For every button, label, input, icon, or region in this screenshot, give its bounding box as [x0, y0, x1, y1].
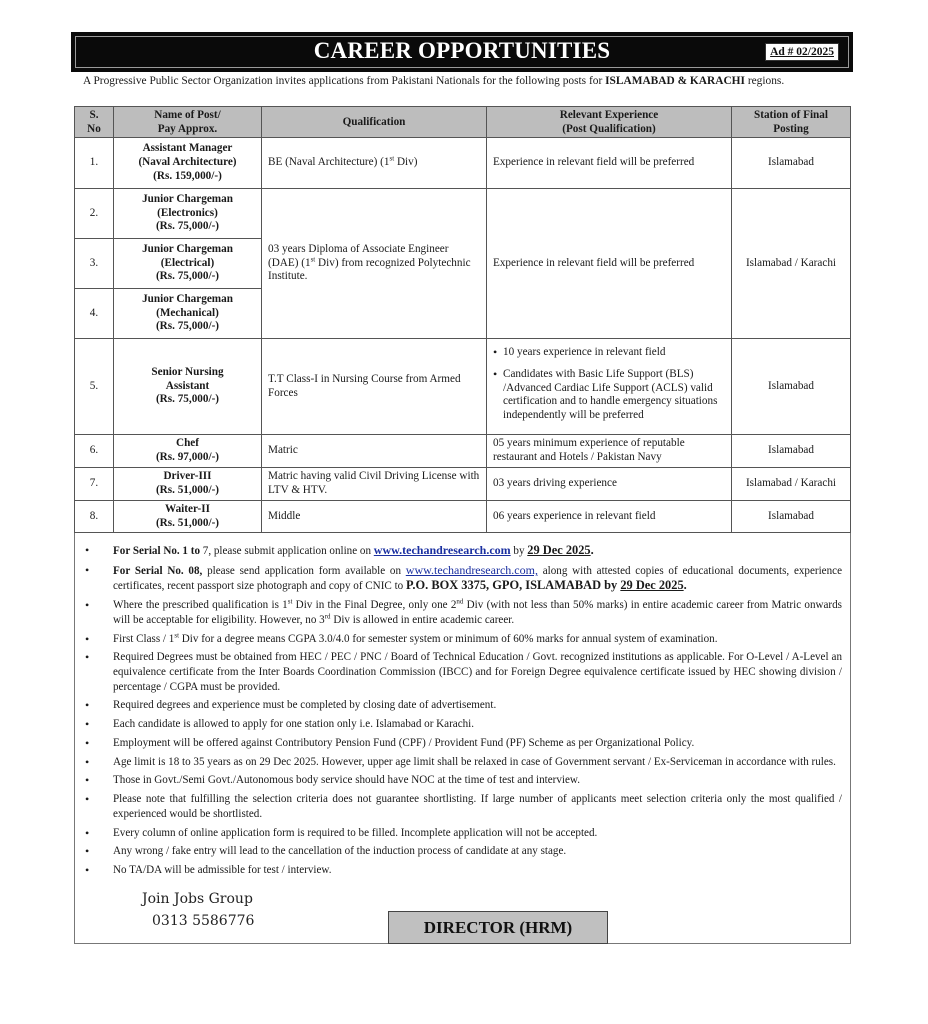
- instruction-item: • Please note that fulfilling the selection criteria does not guarantee shortlisting. If large number of applicants meet selection criteria only the most qualified / experienced would be shortlisted.: [75, 792, 850, 821]
- experience-item: • Candidates with Basic Life Support (BLS) /Advanced Cardiac Life Support (ACLS) valid certification and to handle emergency situations independently will be preferred: [503, 368, 725, 423]
- col-header-post: Name of Post/ Pay Approx.: [114, 107, 262, 138]
- page-title: CAREER OPPORTUNITIES: [313, 38, 611, 63]
- experience-list: [493, 346, 725, 423]
- cell-sno: 8.: [75, 501, 114, 533]
- cell-sno: 5.: [75, 339, 114, 435]
- instruction-item: • For Serial No. 1 to 7, please submit application online on www.techandresearch.com by 29 Dec 2025.: [75, 543, 850, 559]
- instruction-item: • Where the prescribed qualification is 1st Div in the Final Degree, only one 2nd Div (with not less than 50% marks) in entire academic career from Matric onwards will be acceptable for eligibility. However, no 3rd Div is allowed in entire academic career.: [75, 598, 850, 627]
- cell-experience: Experience in relevant field will be preferred: [487, 138, 732, 189]
- table-row: [75, 189, 851, 239]
- join-group-label: Join Jobs Group: [142, 891, 253, 907]
- cell-station: Islamabad: [732, 339, 851, 435]
- col-header-sno: S. No: [75, 107, 114, 138]
- instruction-item: • For Serial No. 08, please send application form available on www.techandresearch.com, along with attested copies of educational documents, experience certificates, recent passport size photograph and copy of CNIC to P.O. BOX 3375, GPO, ISLAMABAD by 29 Dec 2025.: [75, 563, 850, 594]
- cell-sno: 4.: [75, 289, 114, 339]
- col-header-qualification: Qualification: [262, 107, 487, 138]
- cell-experience: Experience in relevant field will be preferred: [487, 189, 732, 339]
- cell-post: Driver-III (Rs. 51,000/-): [114, 468, 262, 501]
- join-group-watermark: [142, 888, 254, 932]
- instructions-list: [75, 543, 850, 882]
- cell-qualification: 03 years Diploma of Associate Engineer (DAE) (1st Div) from recognized Polytechnic Institute.: [262, 189, 487, 339]
- intro-text-end: regions.: [744, 75, 785, 87]
- intro-text: A Progressive Public Sector Organization invites applications from Pakistani Nationals for the following posts for: [83, 75, 606, 87]
- cell-sno: 2.: [75, 189, 114, 239]
- experience-item: • 10 years experience in relevant field: [503, 346, 725, 360]
- cell-qualification: T.T Class-I in Nursing Course from Armed Forces: [262, 339, 487, 435]
- instruction-item: • Each candidate is allowed to apply for one station only i.e. Islamabad or Karachi.: [75, 717, 850, 732]
- intro-paragraph: [83, 74, 843, 89]
- cell-station: Islamabad / Karachi: [732, 189, 851, 339]
- closing-date: 29 Dec 2025: [620, 578, 684, 593]
- table-row: [75, 501, 851, 533]
- cell-station: Islamabad: [732, 138, 851, 189]
- instruction-item: • Those in Govt./Semi Govt./Autonomous body service should have NOC at the time of test and interview.: [75, 773, 850, 788]
- application-form-link[interactable]: www.techandresearch.com,: [405, 562, 538, 577]
- cell-qualification: Matric having valid Civil Driving License with LTV & HTV.: [262, 468, 487, 501]
- cell-post: Senior Nursing Assistant (Rs. 75,000/-): [114, 339, 262, 435]
- instructions-box: [74, 533, 851, 944]
- cell-sno: 3.: [75, 239, 114, 289]
- cell-experience: 03 years driving experience: [487, 468, 732, 501]
- instruction-item: • First Class / 1st Div for a degree means CGPA 3.0/4.0 for semester system or minimum of 60% marks for annual system of examination.: [75, 632, 850, 647]
- cell-post: Junior Chargeman (Mechanical) (Rs. 75,000/-): [114, 289, 262, 339]
- instruction-item: • Every column of online application form is required to be filled. Incomplete application will not be accepted.: [75, 826, 850, 841]
- cell-post: Junior Chargeman (Electronics) (Rs. 75,000/-): [114, 189, 262, 239]
- cell-experience: [487, 339, 732, 435]
- col-header-station: Station of Final Posting: [732, 107, 851, 138]
- cell-station: Islamabad: [732, 501, 851, 533]
- cell-post: Junior Chargeman (Electrical) (Rs. 75,000/-): [114, 239, 262, 289]
- cell-experience: 05 years minimum experience of reputable restaurant and Hotels / Pakistan Navy: [487, 435, 732, 468]
- cell-qualification: BE (Naval Architecture) (1st Div): [262, 138, 487, 189]
- cell-post: Chef (Rs. 97,000/-): [114, 435, 262, 468]
- cell-sno: 6.: [75, 435, 114, 468]
- closing-date: 29 Dec 2025: [527, 543, 591, 557]
- signatory-box: DIRECTOR (HRM): [388, 911, 608, 944]
- postal-address: P.O. BOX 3375, GPO, ISLAMABAD: [405, 578, 602, 593]
- jobs-table: [74, 106, 851, 533]
- ad-number-badge: Ad # 02/2025: [765, 43, 839, 61]
- cell-post: Waiter-II (Rs. 51,000/-): [114, 501, 262, 533]
- cell-sno: 7.: [75, 468, 114, 501]
- table-row: [75, 138, 851, 189]
- cell-station: Islamabad: [732, 435, 851, 468]
- join-group-phone: 0313 5586776: [152, 913, 255, 929]
- apply-online-link[interactable]: www.techandresearch.com: [373, 543, 511, 557]
- table-row: [75, 339, 851, 435]
- table-row: [75, 468, 851, 501]
- cell-qualification: Matric: [262, 435, 487, 468]
- cell-post: Assistant Manager (Naval Architecture) (Rs. 159,000/-): [114, 138, 262, 189]
- cell-station: Islamabad / Karachi: [732, 468, 851, 501]
- instruction-item: • Age limit is 18 to 35 years as on 29 Dec 2025. However, upper age limit shall be relaxed in case of Government servant / Ex-Serviceman in accordance with rules.: [75, 755, 850, 770]
- cell-experience: 06 years experience in relevant field: [487, 501, 732, 533]
- header-banner: [71, 32, 853, 72]
- instruction-item: • Required degrees and experience must be completed by closing date of advertisement.: [75, 698, 850, 713]
- instruction-item: • Any wrong / fake entry will lead to the cancellation of the induction process of candidate at any stage.: [75, 844, 850, 859]
- table-row: [75, 435, 851, 468]
- instruction-item: • Required Degrees must be obtained from HEC / PEC / PNC / Board of Technical Education / Govt. recognized institutions as applicable. For O-Level / A-Level an equivalence certificate from the Inter Boards Coordination Commission (IBCC) and for Foreign Degree equivalence certificate issued by HEC showing division / percentage / CGPA must be provided.: [75, 650, 850, 694]
- instruction-item: • Employment will be offered against Contributory Pension Fund (CPF) / Provident Fund (PF) Scheme as per Organizational Policy.: [75, 736, 850, 751]
- col-header-experience: Relevant Experience (Post Qualification): [487, 107, 732, 138]
- cell-sno: 1.: [75, 138, 114, 189]
- table-header-row: [75, 107, 851, 138]
- instruction-item: • No TA/DA will be admissible for test / interview.: [75, 863, 850, 878]
- cell-qualification: Middle: [262, 501, 487, 533]
- intro-regions: ISLAMABAD & KARACHI: [605, 75, 745, 87]
